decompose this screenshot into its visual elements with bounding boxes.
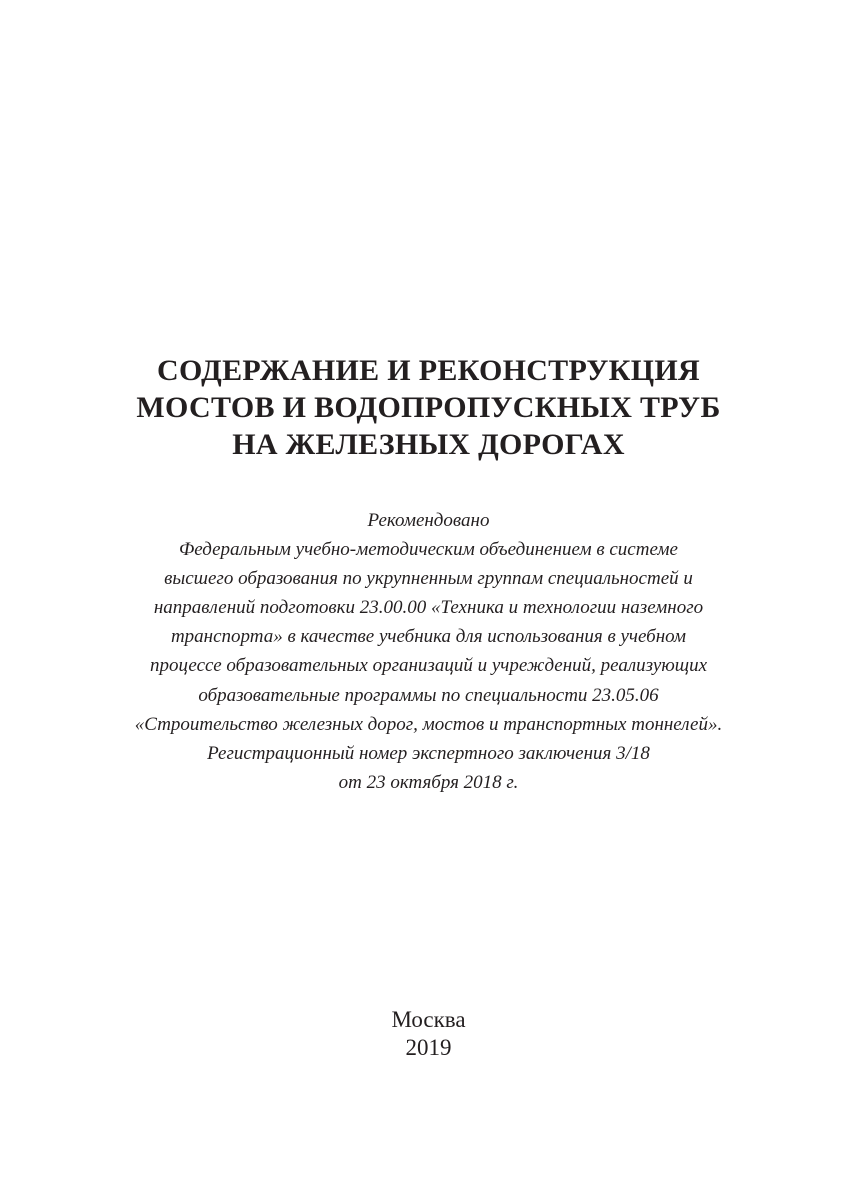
recommendation-line: «Строительство железных дорог, мостов и транспортных тоннелей». — [134, 713, 723, 735]
imprint — [0, 1006, 857, 1062]
recommendation-line: от 23 октября 2018 г. — [338, 771, 519, 793]
recommendation-line: направлений подготовки 23.00.00 «Техника и технологии наземного — [153, 597, 704, 619]
publication-year: 2019 — [405, 1035, 452, 1060]
recommendation-line: высшего образования по укрупненным группам специальностей и — [164, 568, 693, 590]
recommendation-line: процессе образовательных организаций и учреждений, реализующих — [149, 655, 708, 677]
publication-city: Москва — [391, 1007, 466, 1032]
book-title-line: НА ЖЕЛЕЗНЫХ ДОРОГАХ — [232, 428, 625, 461]
recommendation-note — [0, 506, 857, 797]
recommendation-line: транспорта» в качестве учебника для использования в учебном — [170, 626, 687, 648]
book-title-line: СОДЕРЖАНИЕ И РЕКОНСТРУКЦИЯ — [157, 354, 700, 387]
recommendation-line: образовательные программы по специальности 23.05.06 — [198, 684, 659, 706]
recommendation-line: Регистрационный номер экспертного заключения 3/18 — [207, 742, 650, 764]
book-title — [0, 352, 857, 463]
recommendation-heading: Рекомендовано — [367, 510, 490, 531]
book-title-line: МОСТОВ И ВОДОПРОПУСКНЫХ ТРУБ — [136, 391, 721, 424]
recommendation-line: Федеральным учебно-методическим объединением в системе — [179, 539, 678, 561]
